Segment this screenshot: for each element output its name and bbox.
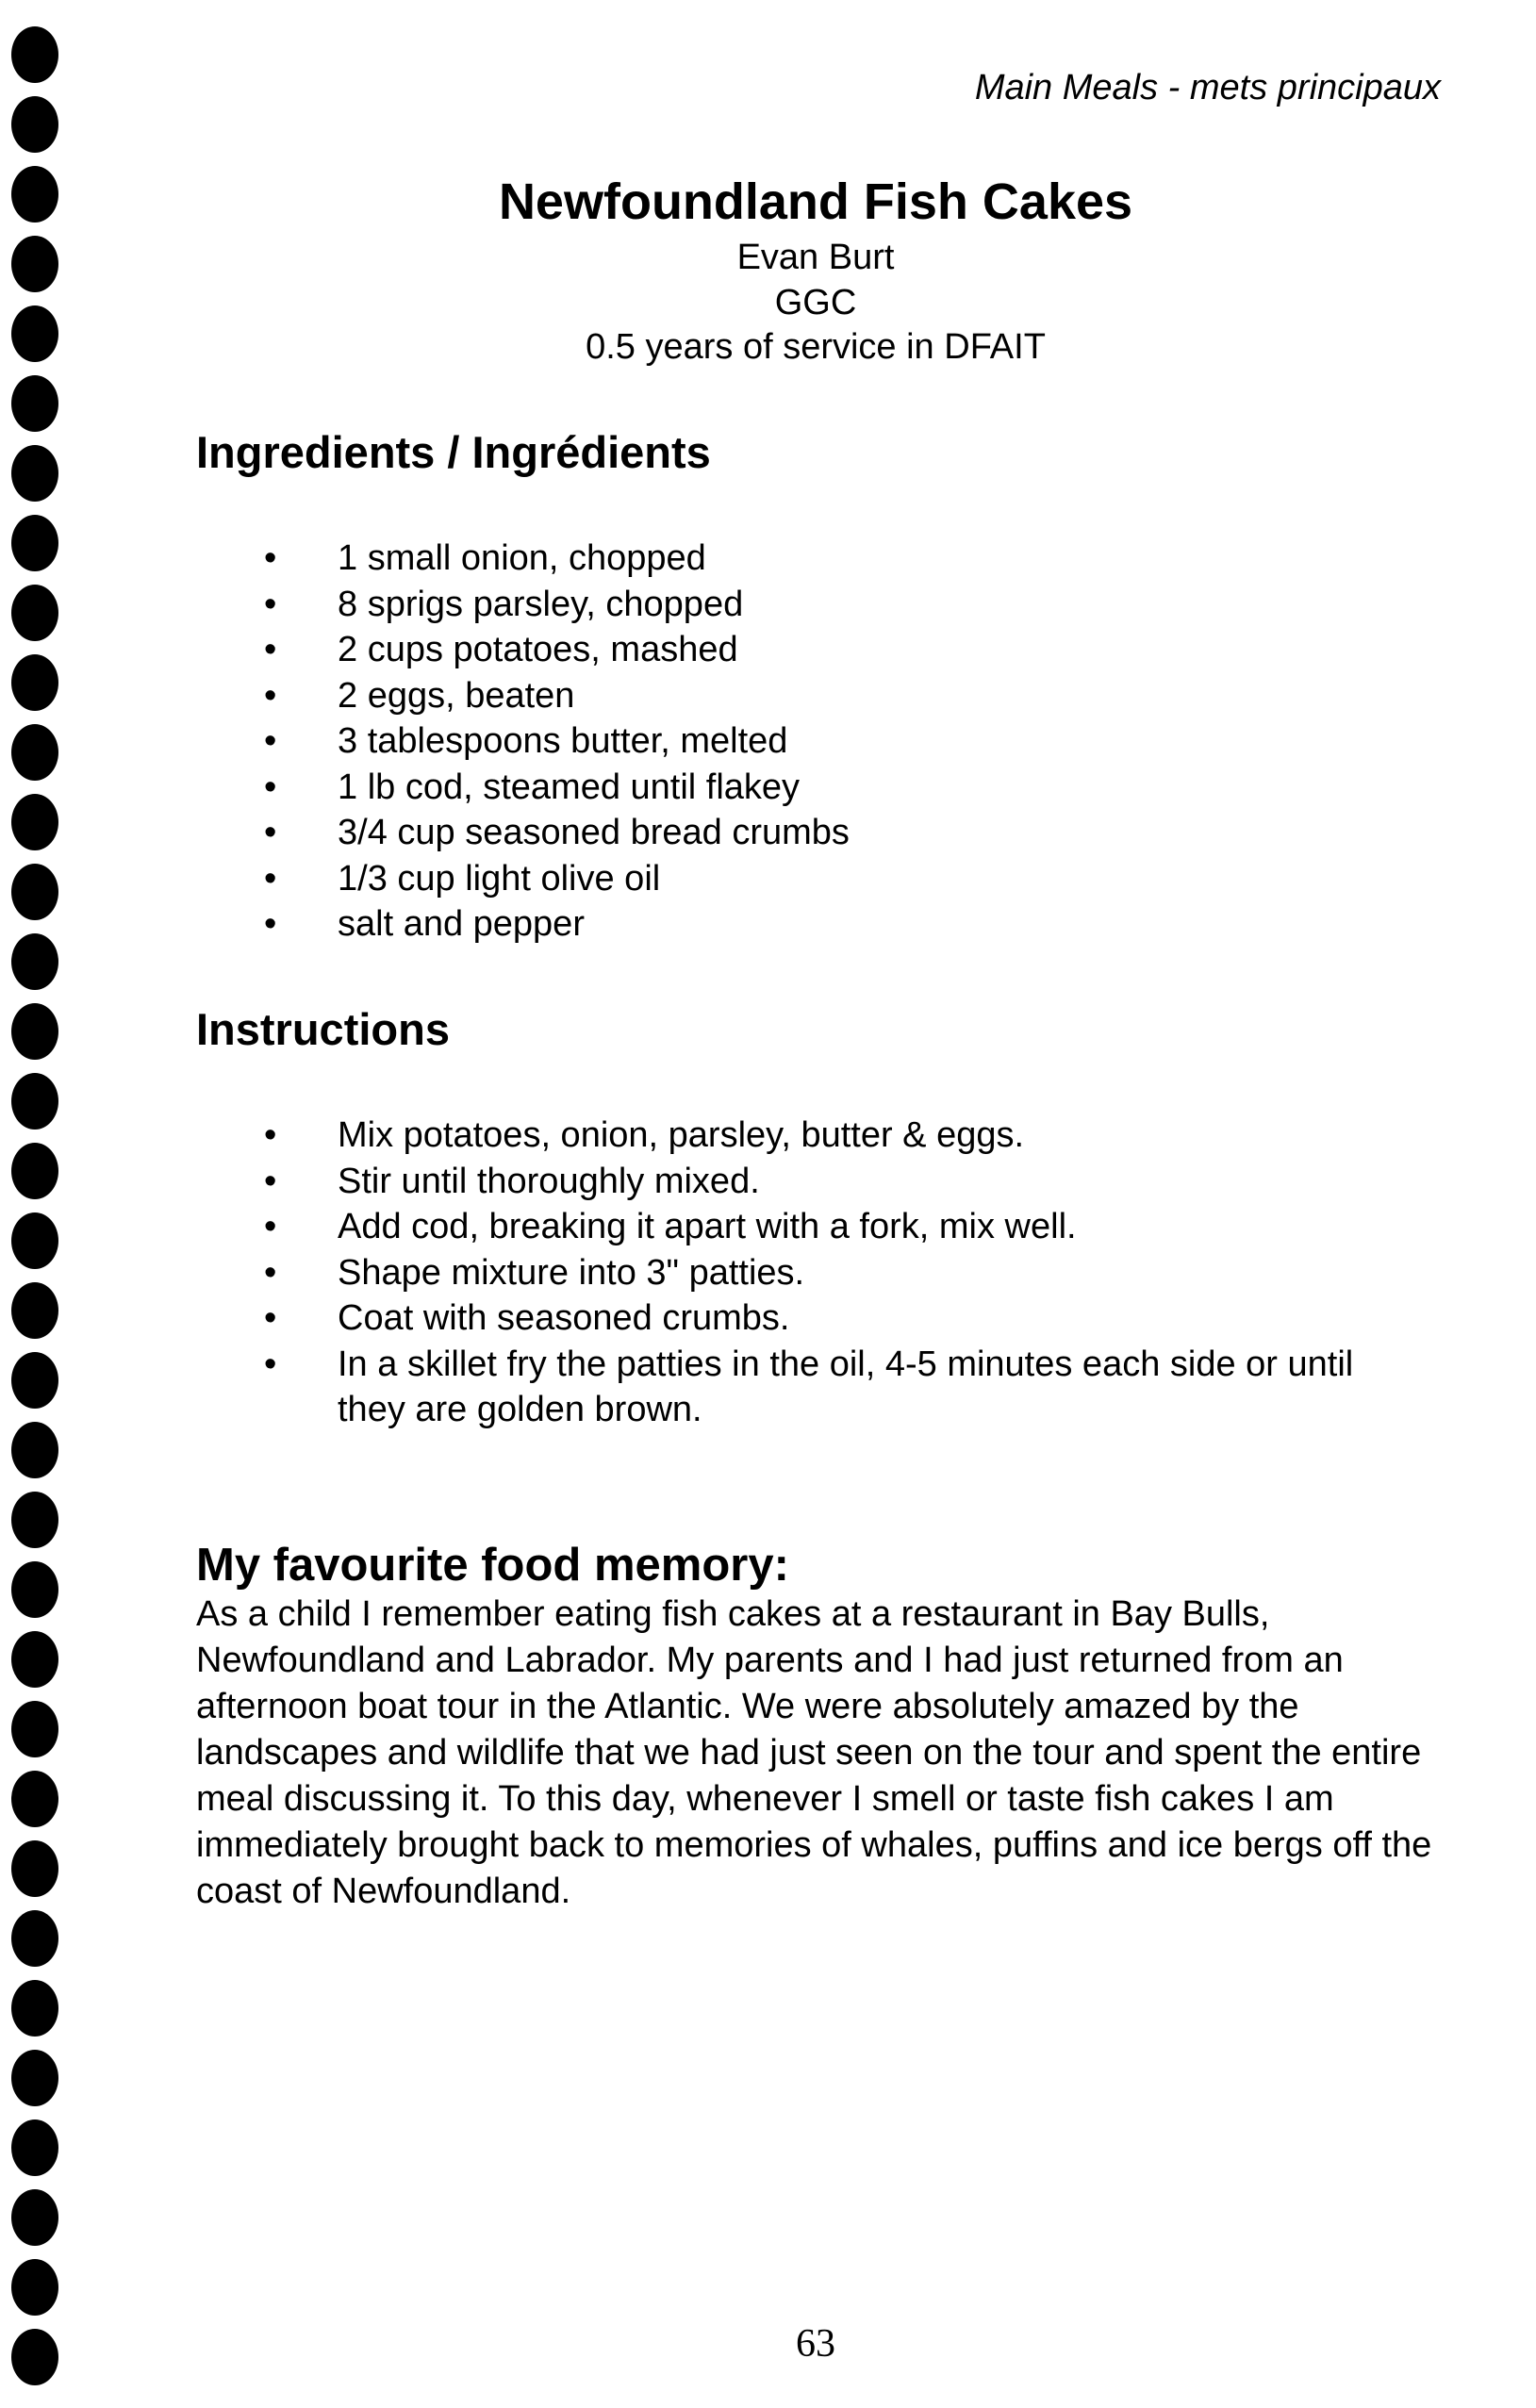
- ingredients-heading: Ingredients / Ingrédients: [196, 427, 711, 477]
- ingredient-item: • 1 lb cod, steamed until flakey: [264, 765, 850, 811]
- recipe-service: 0.5 years of service in DFAIT: [586, 327, 1046, 367]
- ingredients-list: [264, 536, 850, 948]
- ingredient-item: • salt and pepper: [264, 901, 850, 948]
- instruction-step: • In a skillet fry the patties in the oil, 4-5 minutes each side or until they are golden brown.: [264, 1342, 1424, 1433]
- instruction-step: • Shape mixture into 3" patties.: [264, 1250, 1424, 1296]
- ingredient-item: • 2 cups potatoes, mashed: [264, 627, 850, 673]
- page-number: 63: [796, 2322, 835, 2366]
- recipe-title: Newfoundland Fish Cakes: [498, 173, 1133, 230]
- ingredient-item: • 3/4 cup seasoned bread crumbs: [264, 810, 850, 856]
- instruction-step: • Add cod, breaking it apart with a fork, mix well.: [264, 1204, 1424, 1250]
- instructions-list: [264, 1113, 1424, 1433]
- instruction-step: • Coat with seasoned crumbs.: [264, 1295, 1424, 1342]
- recipe-author: Evan Burt: [736, 238, 895, 277]
- ingredient-item: • 1 small onion, chopped: [264, 536, 850, 582]
- memory-paragraph: As a child I remember eating fish cakes at a restaurant in Bay Bulls, Newfoundland and Labrador. My parents and I had just returned from an afternoon boat tour in the Atlantic. We were absolutely amazed by the landscapes and wildlife that we had just seen on the tour and spent the entire meal discussing it. To this day, whenever I smell or taste fish cakes I am immediately brought back to memories of whales, puffins and ice bergs off the coast of Newfoundland.: [196, 1594, 1432, 1911]
- instruction-step: • Mix potatoes, onion, parsley, butter & eggs.: [264, 1113, 1424, 1159]
- instructions-heading: Instructions: [196, 1004, 450, 1054]
- ingredient-item: • 8 sprigs parsley, chopped: [264, 582, 850, 628]
- instruction-step: • Stir until thoroughly mixed.: [264, 1159, 1424, 1205]
- ingredient-item: • 2 eggs, beaten: [264, 673, 850, 719]
- recipe-organization: GGC: [774, 283, 857, 322]
- section-label: Main Meals - mets principaux: [974, 68, 1441, 107]
- ingredient-item: • 1/3 cup light olive oil: [264, 856, 850, 902]
- memory-heading: My favourite food memory:: [196, 1540, 789, 1591]
- ingredient-item: • 3 tablespoons butter, melted: [264, 718, 850, 765]
